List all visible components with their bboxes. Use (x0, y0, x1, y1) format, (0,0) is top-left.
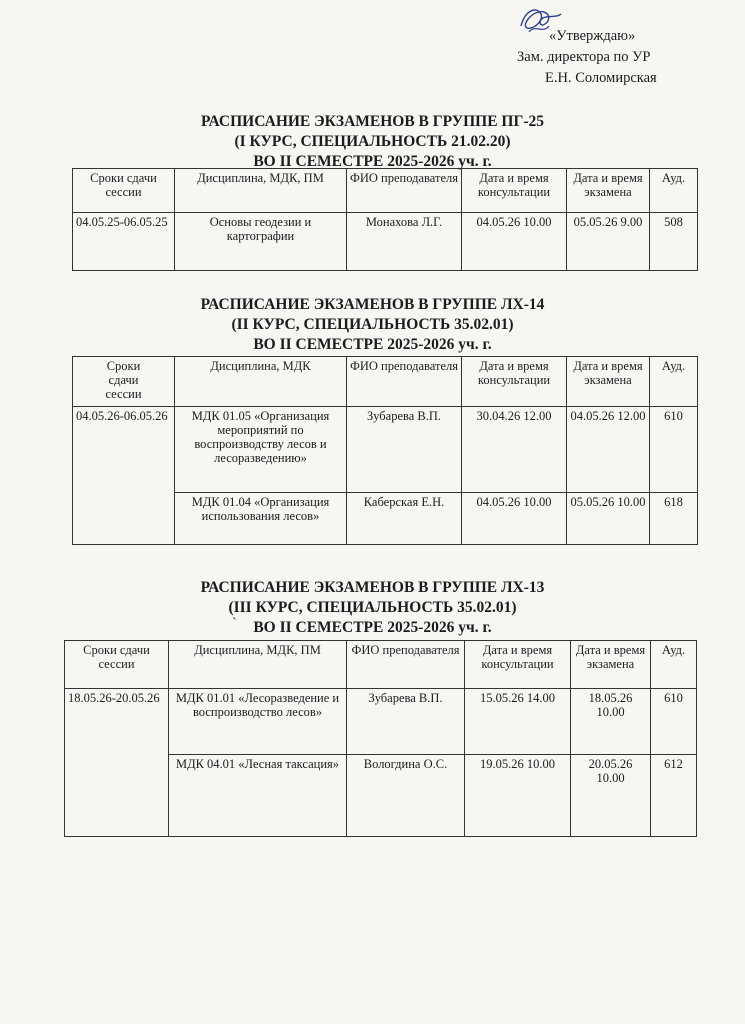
stray-mark: ` (232, 616, 237, 631)
section-3-heading (0, 578, 745, 638)
teacher-cell: Зубарева В.П. (347, 407, 462, 493)
header-room: Ауд. (650, 357, 698, 407)
room-cell: 612 (651, 755, 697, 837)
section-3-title: РАСПИСАНИЕ ЭКЗАМЕНОВ В ГРУППЕ ЛХ-13 (200, 579, 545, 596)
room-cell: 610 (651, 689, 697, 755)
header-discipline: Дисциплина, МДК (175, 357, 347, 407)
term-cell: 18.05.26-20.05.26 (65, 689, 169, 837)
exam-cell: 05.05.26 10.00 (567, 493, 650, 545)
header-discipline: Дисциплина, МДК, ПМ (175, 169, 347, 213)
header-teacher: ФИО преподавателя (347, 169, 462, 213)
section-2-table (72, 356, 698, 545)
header-teacher: ФИО преподавателя (347, 641, 465, 689)
approval-name: Е.Н. Соломирская (545, 70, 657, 86)
section-1-table (72, 168, 698, 271)
consultation-cell: 19.05.26 10.00 (465, 755, 571, 837)
table-header-row (73, 357, 698, 407)
room-cell: 618 (650, 493, 698, 545)
section-2-title: РАСПИСАНИЕ ЭКЗАМЕНОВ В ГРУППЕ ЛХ-14 (200, 296, 545, 313)
term-cell: 04.05.26-06.05.26 (73, 407, 175, 545)
teacher-cell: Зубарева В.П. (347, 689, 465, 755)
table-header-row (73, 169, 698, 213)
consultation-cell: 15.05.26 14.00 (465, 689, 571, 755)
header-teacher: ФИО преподавателя (347, 357, 462, 407)
section-3-table (64, 640, 697, 837)
consultation-cell: 04.05.26 10.00 (462, 493, 567, 545)
header-room: Ауд. (650, 169, 698, 213)
table-row (73, 213, 698, 271)
header-consultation: Дата и время консультации (462, 169, 567, 213)
discipline-cell: МДК 01.05 «Организация мероприятий по воспроизводству лесов и лесоразведению» (175, 407, 347, 493)
approval-block (505, 26, 705, 89)
section-2-course: (II КУРС, СПЕЦИАЛЬНОСТЬ 35.02.01) (231, 316, 514, 333)
discipline-cell: Основы геодезии и картографии (175, 213, 347, 271)
approval-position: Зам. директора по УР (517, 49, 651, 65)
header-term: Сроки сдачи сессии (65, 641, 169, 689)
exam-cell: 20.05.26 10.00 (571, 755, 651, 837)
header-exam: Дата и время экзамена (571, 641, 651, 689)
consultation-cell: 30.04.26 12.00 (462, 407, 567, 493)
header-term-line: сдачи (108, 373, 139, 387)
section-3-course: (III КУРС, СПЕЦИАЛЬНОСТЬ 35.02.01) (228, 599, 517, 616)
header-exam: Дата и время экзамена (567, 169, 650, 213)
header-room: Ауд. (651, 641, 697, 689)
teacher-cell: Каберская Е.Н. (347, 493, 462, 545)
header-exam: Дата и время экзамена (567, 357, 650, 407)
consultation-cell: 04.05.26 10.00 (462, 213, 567, 271)
section-3-semester: ВО II СЕМЕСТРЕ 2025-2026 уч. г. (253, 619, 492, 636)
section-2-semester: ВО II СЕМЕСТРЕ 2025-2026 уч. г. (253, 336, 492, 353)
table-row (73, 407, 698, 493)
header-term: Сроки сдачи сессии (73, 169, 175, 213)
exam-cell: 04.05.26 12.00 (567, 407, 650, 493)
discipline-cell: МДК 04.01 «Лесная таксация» (169, 755, 347, 837)
section-1-heading (0, 112, 745, 172)
section-1-course: (I КУРС, СПЕЦИАЛЬНОСТЬ 21.02.20) (234, 133, 511, 150)
term-cell: 04.05.25-06.05.25 (73, 213, 175, 271)
header-consultation: Дата и время консультации (465, 641, 571, 689)
header-discipline: Дисциплина, МДК, ПМ (169, 641, 347, 689)
section-1-semester: ВО II СЕМЕСТРЕ 2025-2026 уч. г. (253, 153, 492, 170)
exam-cell: 05.05.26 9.00 (567, 213, 650, 271)
teacher-cell: Монахова Л.Г. (347, 213, 462, 271)
header-term-line: сессии (105, 387, 142, 401)
section-2-heading (0, 295, 745, 355)
table-row (65, 689, 697, 755)
room-cell: 610 (650, 407, 698, 493)
section-1-title: РАСПИСАНИЕ ЭКЗАМЕНОВ В ГРУППЕ ПГ-25 (200, 113, 544, 130)
discipline-cell: МДК 01.01 «Лесоразведение и воспроизводство лесов» (169, 689, 347, 755)
exam-cell: 18.05.26 10.00 (571, 689, 651, 755)
teacher-cell: Вологдина О.С. (347, 755, 465, 837)
room-cell: 508 (650, 213, 698, 271)
table-header-row (65, 641, 697, 689)
header-consultation: Дата и время консультации (462, 357, 567, 407)
approval-title: «Утверждаю» (549, 28, 636, 44)
discipline-cell: МДК 01.04 «Организация использования лесов» (175, 493, 347, 545)
header-term (73, 357, 175, 407)
header-term-line: Сроки (106, 359, 141, 373)
